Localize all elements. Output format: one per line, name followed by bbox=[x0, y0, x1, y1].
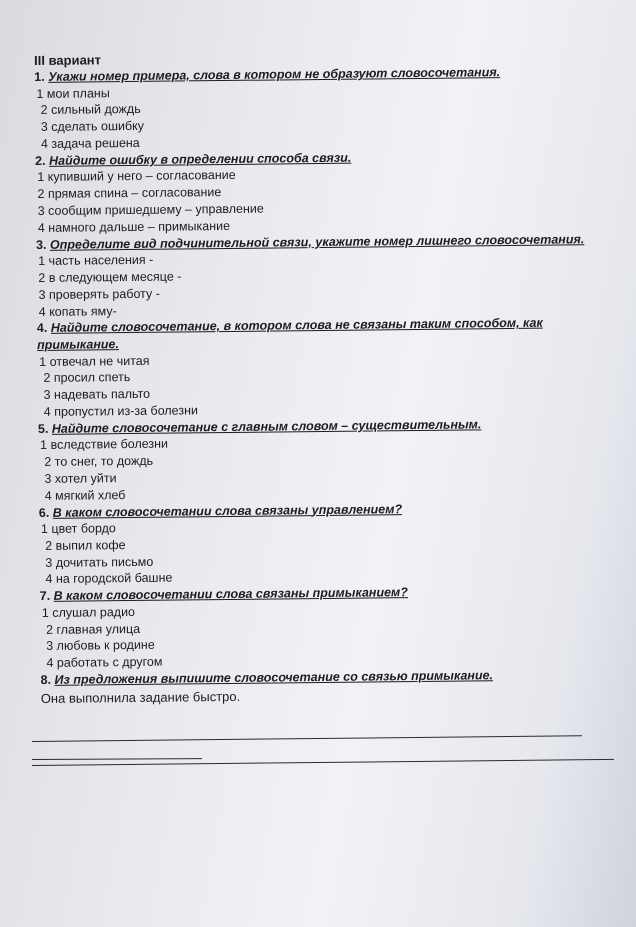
question-text: Найдите словосочетание, в котором слова не связаны таким способом, как примыкание. bbox=[36, 316, 543, 352]
answer-option: 3 сообщим пришедшему – управление bbox=[37, 201, 264, 218]
question-text: Найдите ошибку в определении способа связи. bbox=[48, 150, 352, 168]
answer-option: 4 мягкий хлеб bbox=[44, 487, 126, 503]
question-number: 3. bbox=[35, 237, 47, 252]
answer-option: 1 часть населения - bbox=[38, 252, 154, 269]
question-text: Укажи номер примера, слова в котором не образуют словосочетания. bbox=[48, 65, 501, 84]
answer-option: 2 сильный дождь bbox=[40, 102, 141, 118]
answer-option: 2 прямая спина – согласование bbox=[37, 185, 222, 202]
question-text: Найдите словосочетание с главным словом – существительным. bbox=[51, 417, 482, 436]
question-text: В каком словосочетании слова связаны управлением? bbox=[52, 501, 403, 520]
question-number: 8. bbox=[40, 672, 52, 688]
question-number: 5. bbox=[37, 421, 49, 436]
answer-option: 1 отвечал не читая bbox=[39, 353, 150, 369]
answer-option: 3 проверять работу - bbox=[38, 286, 160, 302]
answer-option: 4 задача решена bbox=[40, 135, 140, 151]
answer-option: 1 мои планы bbox=[36, 85, 110, 101]
question-number: 2. bbox=[35, 153, 46, 168]
answer-option: 1 купивший у него – согласование bbox=[37, 168, 236, 185]
answer-option: 3 надевать пальто bbox=[43, 386, 151, 403]
question-text: Определите вид подчинительной связи, укажите номер лишнего словосочетания. bbox=[49, 231, 585, 252]
answer-option: 3 любовь к родине bbox=[46, 638, 155, 654]
question-number: 4. bbox=[36, 321, 48, 336]
worksheet-content bbox=[34, 46, 611, 708]
answer-option: 4 на городской башне bbox=[45, 571, 173, 587]
answer-line bbox=[32, 759, 614, 766]
answer-option: 2 в следующем месяце - bbox=[38, 269, 182, 285]
answer-option: 3 хотел уйти bbox=[44, 471, 117, 486]
answer-option: 1 вследствие болезни bbox=[40, 436, 169, 453]
answer-option: 4 пропустил из-за болезни bbox=[43, 403, 199, 419]
answer-option: 4 работать с другом bbox=[46, 654, 163, 671]
answer-option: 2 то снег, то дождь bbox=[44, 453, 154, 470]
answer-option: 2 просил спеть bbox=[43, 370, 131, 386]
variant-heading: III вариант bbox=[34, 52, 102, 68]
answer-option: 3 сделать ошибку bbox=[40, 119, 145, 135]
answer-option: 1 цвет бордо bbox=[40, 521, 116, 537]
question-text: Из предложения выпишите словосочетание со связью примыкание. bbox=[54, 668, 494, 687]
question-number: 1. bbox=[34, 69, 45, 84]
answer-option: 3 дочитать письмо bbox=[45, 554, 154, 570]
answer-option: 2 выпил кофе bbox=[45, 537, 126, 553]
question-number: 7. bbox=[39, 589, 51, 604]
answer-option: 4 намного дальше – примыкание bbox=[37, 218, 231, 235]
answer-option: 4 копать яму- bbox=[38, 303, 117, 319]
answer-option: 1 слушал радио bbox=[41, 604, 136, 620]
answer-option: 2 главная улица bbox=[45, 621, 141, 637]
answer-line-short bbox=[32, 758, 202, 760]
question-number: 6. bbox=[38, 505, 50, 520]
task-sentence: Она выполнила задание быстро. bbox=[40, 688, 241, 706]
answer-line bbox=[32, 735, 582, 742]
question-text: В каком словосочетании слова связаны примыканием? bbox=[53, 585, 408, 604]
